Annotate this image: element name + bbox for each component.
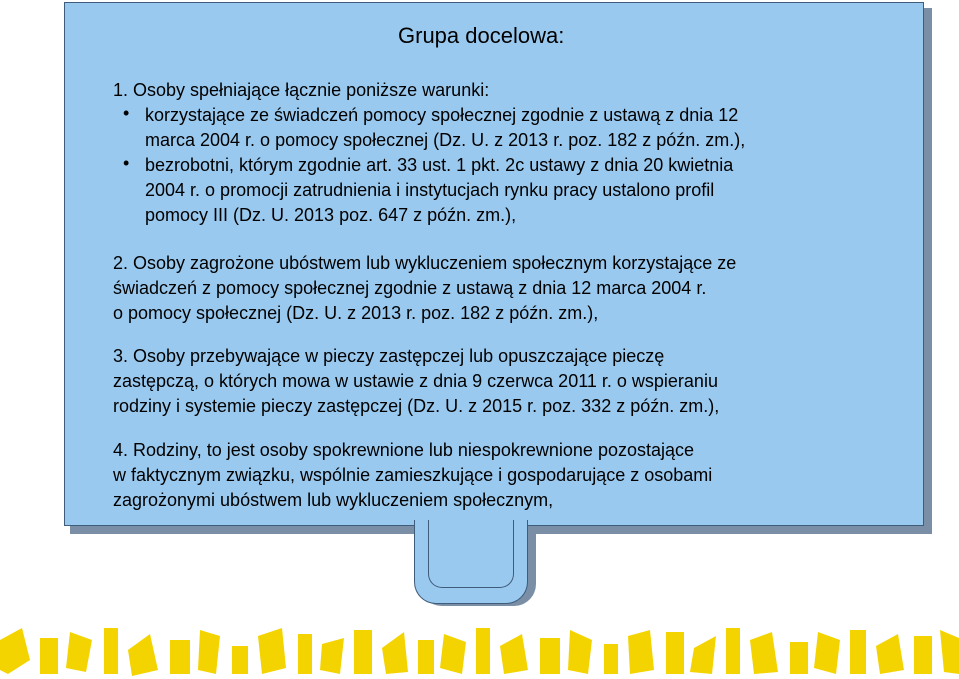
item4-line2: w faktycznym związku, wspólnie zamieszkujące i gospodarujące z osobami xyxy=(113,465,713,485)
item1-heading: 1. Osoby spełniające łącznie poniższe warunki: xyxy=(113,80,490,100)
item4-line1: 4. Rodziny, to jest osoby spokrewnione lub niespokrewnione pozostające xyxy=(113,440,695,460)
item4-line3: zagrożonymi ubóstwem lub wykluczeniem społecznym, xyxy=(113,490,554,510)
item2-line3: o pomocy społecznej (Dz. U. z 2013 r. poz. 182 z późn. zm.), xyxy=(113,303,599,323)
item2-line2: świadczeń z pomocy społecznej zgodnie z ustawą z dnia 12 marca 2004 r. xyxy=(113,278,707,298)
item3-line1: 3. Osoby przebywające w pieczy zastępczej lub opuszczające pieczę xyxy=(113,346,665,366)
item1-bullet2-line3: pomocy III (Dz. U. 2013 poz. 647 z późn. zm.), xyxy=(145,205,517,225)
item1-bullet2-line2: 2004 r. o promocji zatrudnienia i instytucjach rynku pracy ustalono profil xyxy=(145,180,715,200)
item1-bullet1-line2: marca 2004 r. o pomocy społecznej (Dz. U. z 2013 r. poz. 182 z późn. zm.), xyxy=(145,130,746,150)
card-tab-inner xyxy=(428,520,514,588)
item2-line1: 2. Osoby zagrożone ubóstwem lub wykluczeniem społecznym korzystające ze xyxy=(113,253,737,273)
decorative-yellow-band xyxy=(0,610,959,679)
item3-line2: zastępczą, o których mowa w ustawie z dnia 9 czerwca 2011 r. o wspieraniu xyxy=(113,371,718,391)
item3-line3: rodziny i systemie pieczy zastępczej (Dz. U. z 2015 r. poz. 332 z późn. zm.), xyxy=(113,396,720,416)
item1-bullet2-line1: bezrobotni, którym zgodnie art. 33 ust. 1 pkt. 2c ustawy z dnia 20 kwietnia xyxy=(145,155,734,175)
bullet-glyph: • xyxy=(123,103,130,123)
item1-bullet1-line1: korzystające ze świadczeń pomocy społecznej zgodnie z ustawą z dnia 12 xyxy=(145,105,739,125)
slide-title: Grupa docelowa: xyxy=(398,23,565,48)
bullet-glyph: • xyxy=(123,153,130,173)
